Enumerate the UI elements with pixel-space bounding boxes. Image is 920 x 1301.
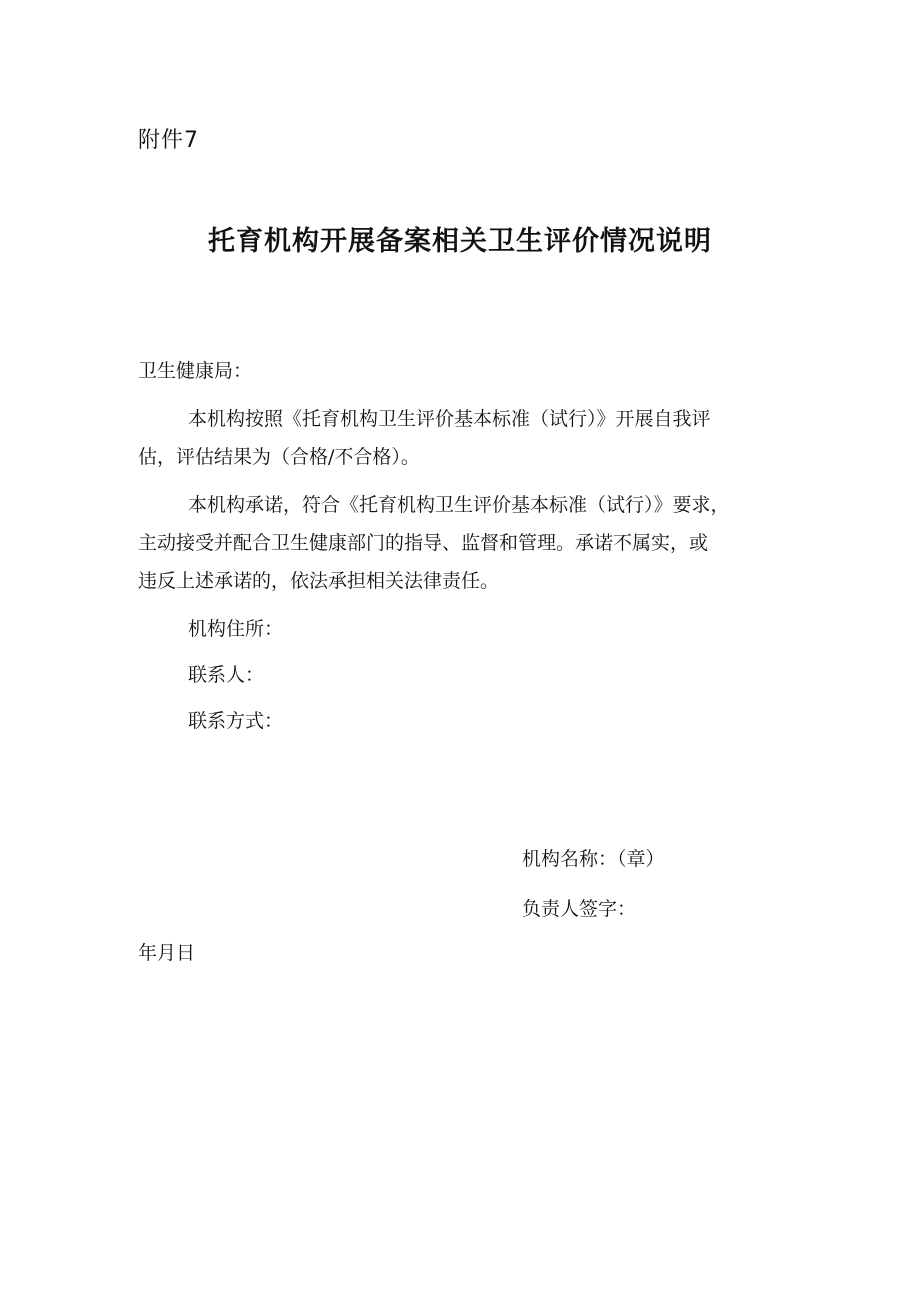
org-name-seal-label: 机构名称：（章） [522,848,665,870]
document-body [138,352,784,748]
signature-block [522,842,665,942]
paragraph-line: 本机构承诺，符合《托育机构卫生评价基本标准（试行）》要求， [188,494,730,516]
attachment-label: 附件7 [138,128,199,153]
field-contact-method: 联系方式： [188,710,284,732]
field-address: 机构住所： [188,618,284,640]
paragraph-line: 估，评估结果为（合格/不合格）。 [138,446,420,468]
addressee: 卫生健康局： [138,360,253,382]
paragraph-line: 违反上述承诺的，依法承担相关法律责任。 [138,570,500,592]
paragraph-commitment [138,486,784,600]
field-contact-person: 联系人： [188,664,265,686]
responsible-signature-label: 负责人签字： [522,898,637,920]
paragraph-line: 本机构按照《托育机构卫生评价基本标准（试行）》开展自我评 [188,408,711,430]
paragraph-self-assessment [138,400,784,476]
paragraph-line: 主动接受并配合卫生健康部门的指导、监督和管理。承诺不属实，或 [138,532,709,554]
document-title: 托育机构开展备案相关卫生评价情况说明 [208,226,712,257]
date-label: 年月日 [138,942,196,964]
